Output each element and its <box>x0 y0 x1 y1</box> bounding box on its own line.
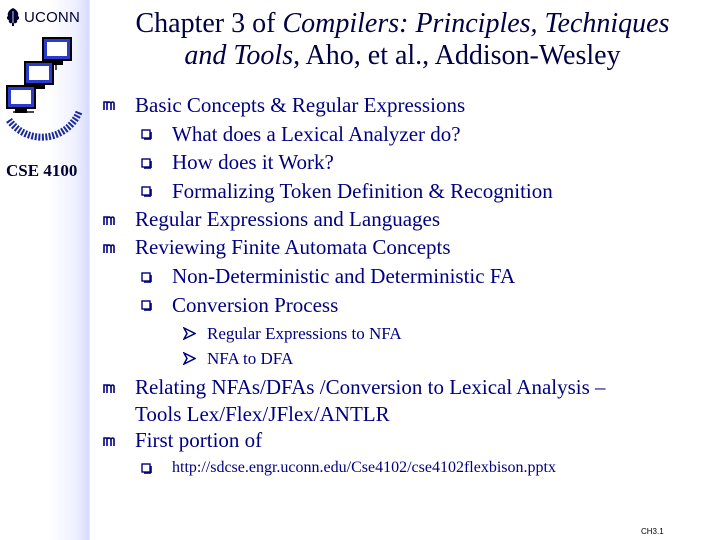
circle-bullet-icon <box>102 381 116 395</box>
arrow-bullet-icon <box>183 327 197 341</box>
circle-bullet-icon <box>102 213 116 227</box>
list-item: Reviewing Finite Automata Concepts <box>135 235 451 259</box>
list-item: How does it Work? <box>172 150 334 174</box>
arrow-bullet-icon <box>183 352 197 366</box>
title-book-name: Compilers: Principles, Techniques <box>282 8 670 39</box>
square-bullet-icon <box>140 128 152 140</box>
list-item: Conversion Process <box>172 293 339 317</box>
uconn-logo <box>5 6 87 28</box>
course-code: CSE 4100 <box>6 161 78 180</box>
square-bullet-icon <box>140 157 152 169</box>
list-item: Regular Expressions and Languages <box>135 207 441 231</box>
square-bullet-icon <box>140 299 152 311</box>
circle-bullet-icon <box>102 241 116 255</box>
square-bullet-icon <box>140 271 152 283</box>
circle-bullet-icon <box>102 434 116 448</box>
title-text: Chapter 3 of <box>135 8 283 39</box>
list-item: NFA to DFA <box>207 349 294 368</box>
slide-number: CH3.1 <box>641 527 664 536</box>
list-item: What does a Lexical Analyzer do? <box>172 122 461 146</box>
list-item: Formalizing Token Definition & Recognition <box>172 179 553 203</box>
logo-text: UCONN <box>24 8 80 26</box>
square-bullet-icon <box>140 185 152 197</box>
title-authors: , Aho, et al., Addison-Wesley <box>293 40 621 71</box>
square-bullet-icon <box>140 462 152 474</box>
title-book-name-cont: and Tools <box>184 40 294 71</box>
list-item: Relating NFAs/DFAs /Conversion to Lexical Analysis – <box>135 375 606 399</box>
list-item: Regular Expressions to NFA <box>207 324 402 343</box>
circle-bullet-icon <box>102 98 116 112</box>
list-item: Non-Deterministic and Deterministic FA <box>172 264 516 288</box>
slide-title <box>90 8 715 72</box>
computer-network-seal-icon <box>1 30 87 150</box>
reference-link[interactable]: http://sdcse.engr.uconn.edu/Cse4102/cse4102flexbison.pptx <box>172 459 556 476</box>
list-item: Basic Concepts & Regular Expressions <box>135 93 466 117</box>
list-item-continuation: Tools Lex/Flex/JFlex/ANTLR <box>135 402 390 426</box>
sidebar <box>0 0 90 540</box>
oak-leaf-icon <box>5 7 21 27</box>
list-item: First portion of <box>135 428 263 452</box>
